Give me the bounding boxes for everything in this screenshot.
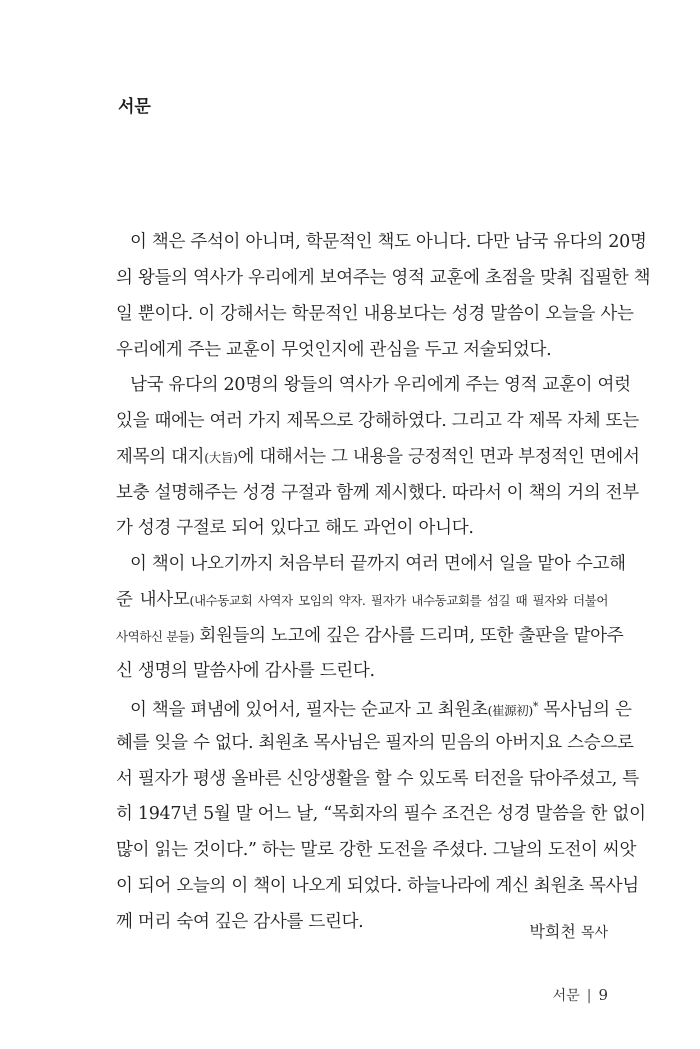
text-line: 이 책이 나오기까지 처음부터 끝까지 여러 면에서 일을 맡아 수고해 <box>130 554 626 574</box>
text-line <box>130 695 632 723</box>
text-line: 혜를 잊을 수 없다. 최원초 목사님은 필자의 믿음의 아버지요 스승으로 <box>116 733 634 753</box>
text-line: 일 뿐이다. 이 강해서는 학문적인 내용보다는 성경 말씀이 오늘을 사는 <box>116 304 634 324</box>
text-line: 신 생명의 말씀사에 감사를 드린다. <box>116 661 375 681</box>
page-footer <box>553 985 608 1005</box>
text-line: 많이 읽는 것이다.” 하는 말로 강한 도전을 주셨다. 그날의 도전이 씨앗 <box>116 840 637 860</box>
text-segment: 목사님의 은 <box>538 700 632 720</box>
text-segment: 준 내사모 <box>116 590 190 610</box>
text-line: 보충 설명해주는 성경 구절과 함께 제시했다. 따라서 이 책의 거의 전부 <box>116 483 639 503</box>
author-name: 박희천 <box>529 922 576 941</box>
page-heading: 서문 <box>118 97 151 117</box>
footer-section: 서문 <box>552 988 580 1004</box>
text-line <box>116 588 608 613</box>
hanja-note: (大旨) <box>204 450 238 465</box>
text-line <box>116 624 624 649</box>
text-line: 우리에게 주는 교훈이 무엇인지에 관심을 두고 저술되었다. <box>116 340 552 360</box>
text-line: 히 1947년 5월 말 어느 날, “목회자의 필수 조건은 성경 말씀을 한 없이 <box>116 804 646 824</box>
text-line: 이 되어 오늘의 이 책이 나오게 되었다. 하늘나라에 계신 최원초 목사님 <box>116 876 639 896</box>
footnote-mark: * <box>532 700 539 713</box>
inline-note: (내수동교회 사역자 모임의 약자. 필자가 내수동교회를 섬길 때 필자와 더불어 <box>189 593 608 608</box>
text-segment: 제목의 대지 <box>116 447 205 467</box>
inline-note: 사역하신 분들) <box>116 629 195 644</box>
text-line <box>116 445 640 470</box>
author-title: 목사 <box>580 925 608 941</box>
page-number: 9 <box>598 986 608 1004</box>
text-line: 남국 유다의 20명의 왕들의 역사가 우리에게 주는 영적 교훈이 여럿 <box>130 375 631 395</box>
text-line: 있을 때에는 여러 가지 제목으로 강해하였다. 그리고 각 제목 자체 또는 <box>116 411 639 431</box>
text-line: 서 필자가 평생 올바른 신앙생활을 할 수 있도록 터전을 닦아주셨고, 특 <box>116 769 639 789</box>
text-line: 가 성경 구절로 되어 있다고 해도 과언이 아니다. <box>116 518 474 538</box>
text-segment: 회원들의 노고에 깊은 감사를 드리며, 또한 출판을 맡아주 <box>194 626 624 646</box>
hanja-note: (崔源初) <box>487 703 533 718</box>
author-signature <box>529 919 608 942</box>
text-line: 이 책은 주석이 아니며, 학문적인 책도 아니다. 다만 남국 유다의 20명 <box>130 232 647 252</box>
text-segment: 이 책을 펴냄에 있어서, 필자는 순교자 고 최원초 <box>130 700 488 720</box>
text-segment: 에 대해서는 그 내용을 긍정적인 면과 부정적인 면에서 <box>237 447 640 467</box>
text-line: 께 머리 숙여 깊은 감사를 드린다. <box>116 912 364 932</box>
text-line: 의 왕들의 역사가 우리에게 보여주는 영적 교훈에 초점을 맞춰 집필한 책 <box>116 268 651 288</box>
footer-separator: | <box>586 988 592 1004</box>
